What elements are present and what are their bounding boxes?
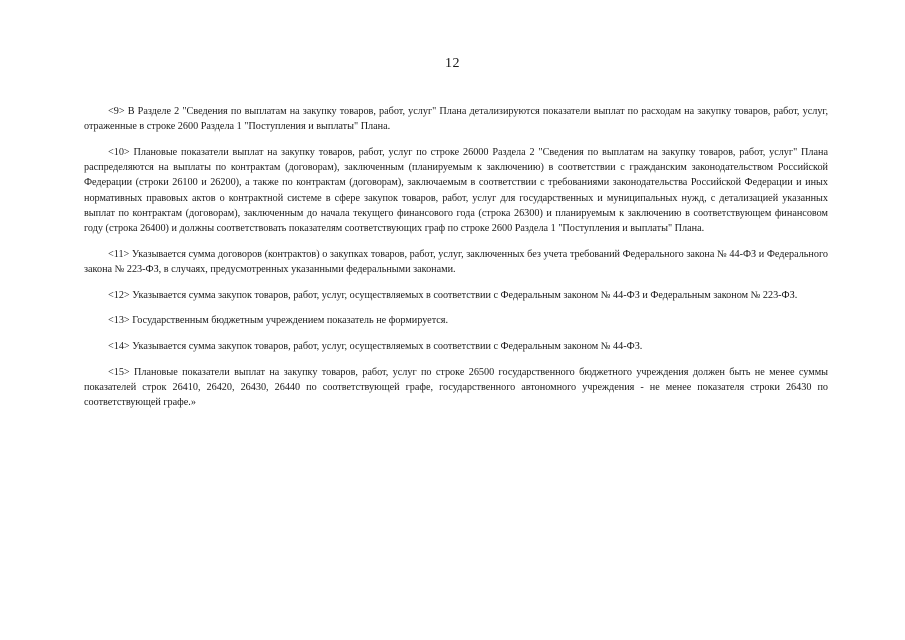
footnote-9: <9> В Разделе 2 "Сведения по выплатам на закупку товаров, работ, услуг" Плана детализируются показатели выплат по расходам на закупку товаров, работ, услуг, отраженные в строке 2600 Раздела 1 "Поступления и выплаты" Плана. bbox=[84, 106, 828, 133]
page-number: 12 bbox=[445, 56, 460, 71]
footnotes-section bbox=[84, 104, 828, 421]
footnote-13: <13> Государственным бюджетным учреждением показатель не формируется. bbox=[108, 315, 449, 327]
footnote-11: <11> Указывается сумма договоров (контрактов) о закупках товаров, работ, услуг, заключенных без учета требований Федерального закона № 44-ФЗ и Федерального закона № 223-ФЗ, в случаях, предусмотренных указанными федеральными законами. bbox=[84, 248, 828, 275]
footnote-12: <12> Указывается сумма закупок товаров, работ, услуг, осуществляемых в соответствии с Федеральным законом № 44-ФЗ и Федеральным законом № 223-ФЗ. bbox=[108, 289, 798, 301]
footnote-14: <14> Указывается сумма закупок товаров, работ, услуг, осуществляемых в соответствии с Федеральным законом № 44-ФЗ. bbox=[108, 340, 643, 352]
footnote-15: <15> Плановые показатели выплат на закупку товаров, работ, услуг по строке 26500 государственного бюджетного учреждения должен быть не менее суммы показателей строк 26410, 26420, 26430, 26440 по соответствующей графе, государственного автономного учреждения - не менее показателя строки 26430 по соответствующей графе.» bbox=[84, 366, 828, 409]
footnote-10: <10> Плановые показатели выплат на закупку товаров, работ, услуг по строке 26000 Раздела 2 "Сведения по выплатам на закупку товаров, работ, услуг" Плана распределяются на выплаты по контрактам (договорам), заключенным (планируемым к заключению) в соответствии с гражданским законодательством Российской Федерации (строки 26100 и 26200), а также по контрактам (договорам), заключаемым в соответствии с требованиями законодательства Российской Федерации и иных нормативных правовых актов о контрактной системе в сфере закупок товаров, работ, услуг для государственных и муниципальных нужд, с детализацией указанных выплат по контрактам (договорам), заключенным до начала текущего финансового года (строка 26300) и планируемым к заключению в соответствующем финансовом году (строка 26400) и должны соответствовать показателям соответствующих граф по строке 2600 Раздела 1 "Поступления и выплаты" Плана. bbox=[84, 146, 828, 234]
